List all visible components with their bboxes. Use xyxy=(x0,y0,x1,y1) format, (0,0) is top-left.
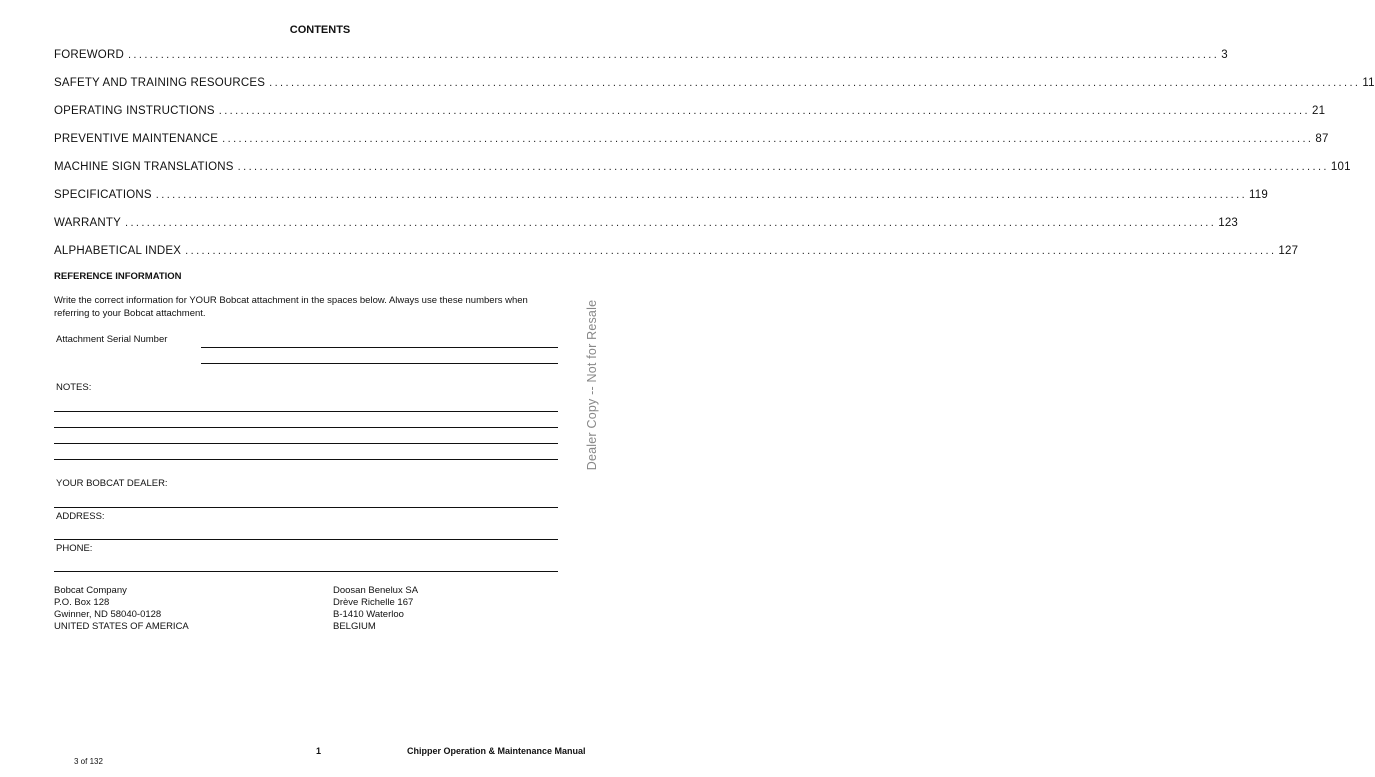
dealer-copy-watermark: Dealer Copy -- Not for Resale xyxy=(585,299,599,471)
toc-leader-dots: ........................................................................................................................................................................................................ xyxy=(218,105,1310,117)
address-line-text: BELGIUM xyxy=(333,621,376,632)
reference-heading: REFERENCE INFORMATION xyxy=(54,271,182,282)
address-line-text: B-1410 Waterloo xyxy=(333,609,404,620)
address-line-text: Gwinner, ND 58040-0128 xyxy=(54,609,162,620)
toc-leader-dots: ........................................................................................................................................................................................................ xyxy=(127,49,1220,61)
toc-leader-dots: ........................................................................................................................................................................................................ xyxy=(155,189,1248,201)
toc-entry-page: 87 xyxy=(1315,133,1329,145)
footer-manual-title: Chipper Operation & Maintenance Manual xyxy=(407,746,586,756)
toc-entry-page: 127 xyxy=(1278,245,1299,257)
toc-entry-page: 119 xyxy=(1249,189,1268,201)
toc-entry-label: WARRANTY xyxy=(54,217,121,229)
serial-number-label: Attachment Serial Number xyxy=(56,334,168,345)
address-label: ADDRESS: xyxy=(56,511,105,522)
toc-entry[interactable] xyxy=(54,133,1329,161)
dealer-line[interactable] xyxy=(54,507,558,508)
us-address-block xyxy=(54,585,189,633)
eu-address-block xyxy=(333,585,418,633)
notes-line[interactable] xyxy=(54,427,558,428)
toc-leader-dots: ........................................................................................................................................................................................................ xyxy=(185,245,1277,257)
toc-entry[interactable] xyxy=(54,49,1228,77)
notes-line[interactable] xyxy=(54,459,558,460)
table-of-contents xyxy=(54,49,1375,273)
toc-entry-label: PREVENTIVE MAINTENANCE xyxy=(54,133,219,145)
toc-entry[interactable] xyxy=(54,245,1299,273)
address-line-text: Doosan Benelux SA xyxy=(333,585,419,596)
serial-number-line[interactable] xyxy=(201,363,558,364)
footer-page-number: 1 xyxy=(316,746,322,756)
footer-page-count: 3 of 132 xyxy=(74,757,103,766)
dealer-label: YOUR BOBCAT DEALER: xyxy=(56,478,168,489)
toc-entry-label: OPERATING INSTRUCTIONS xyxy=(54,105,215,117)
toc-entry-page: 101 xyxy=(1330,161,1351,173)
contents-title: CONTENTS xyxy=(289,24,351,36)
address-line[interactable] xyxy=(54,539,558,540)
toc-entry-page: 21 xyxy=(1311,105,1326,117)
serial-number-line[interactable] xyxy=(201,347,558,348)
toc-entry[interactable] xyxy=(54,105,1326,133)
toc-entry-label: MACHINE SIGN TRANSLATIONS xyxy=(54,161,234,173)
toc-leader-dots: ........................................................................................................................................................................................................ xyxy=(222,133,1314,145)
address-line-text: Drève Richelle 167 xyxy=(333,597,414,608)
toc-entry-label: SAFETY AND TRAINING RESOURCES xyxy=(54,77,266,89)
notes-line[interactable] xyxy=(54,443,558,444)
toc-entry-page: 11 xyxy=(1362,77,1375,89)
phone-line[interactable] xyxy=(54,571,558,572)
toc-entry-label: FOREWORD xyxy=(54,49,124,61)
toc-entry[interactable] xyxy=(54,189,1268,217)
toc-entry[interactable] xyxy=(54,77,1375,105)
address-line-text: P.O. Box 128 xyxy=(54,597,110,608)
reference-instructions: Write the correct information for YOUR Bobcat attachment in the spaces below. Always use these numbers when referring to your Bobcat attachment. xyxy=(54,295,528,319)
notes-line[interactable] xyxy=(54,411,558,412)
notes-label: NOTES: xyxy=(56,382,92,393)
toc-leader-dots: ........................................................................................................................................................................................................ xyxy=(124,217,1217,229)
toc-entry-label: SPECIFICATIONS xyxy=(54,189,152,201)
toc-entry[interactable] xyxy=(54,161,1351,189)
phone-label: PHONE: xyxy=(56,543,93,554)
toc-leader-dots: ........................................................................................................................................................................................................ xyxy=(237,161,1329,173)
address-line-text: Bobcat Company xyxy=(54,585,127,596)
toc-entry-page: 123 xyxy=(1218,217,1239,229)
toc-entry[interactable] xyxy=(54,217,1239,245)
toc-entry-page: 3 xyxy=(1221,49,1228,61)
toc-entry-label: ALPHABETICAL INDEX xyxy=(54,245,182,257)
address-line-text: UNITED STATES OF AMERICA xyxy=(54,621,189,632)
toc-leader-dots: ........................................................................................................................................................................................................ xyxy=(269,77,1361,89)
